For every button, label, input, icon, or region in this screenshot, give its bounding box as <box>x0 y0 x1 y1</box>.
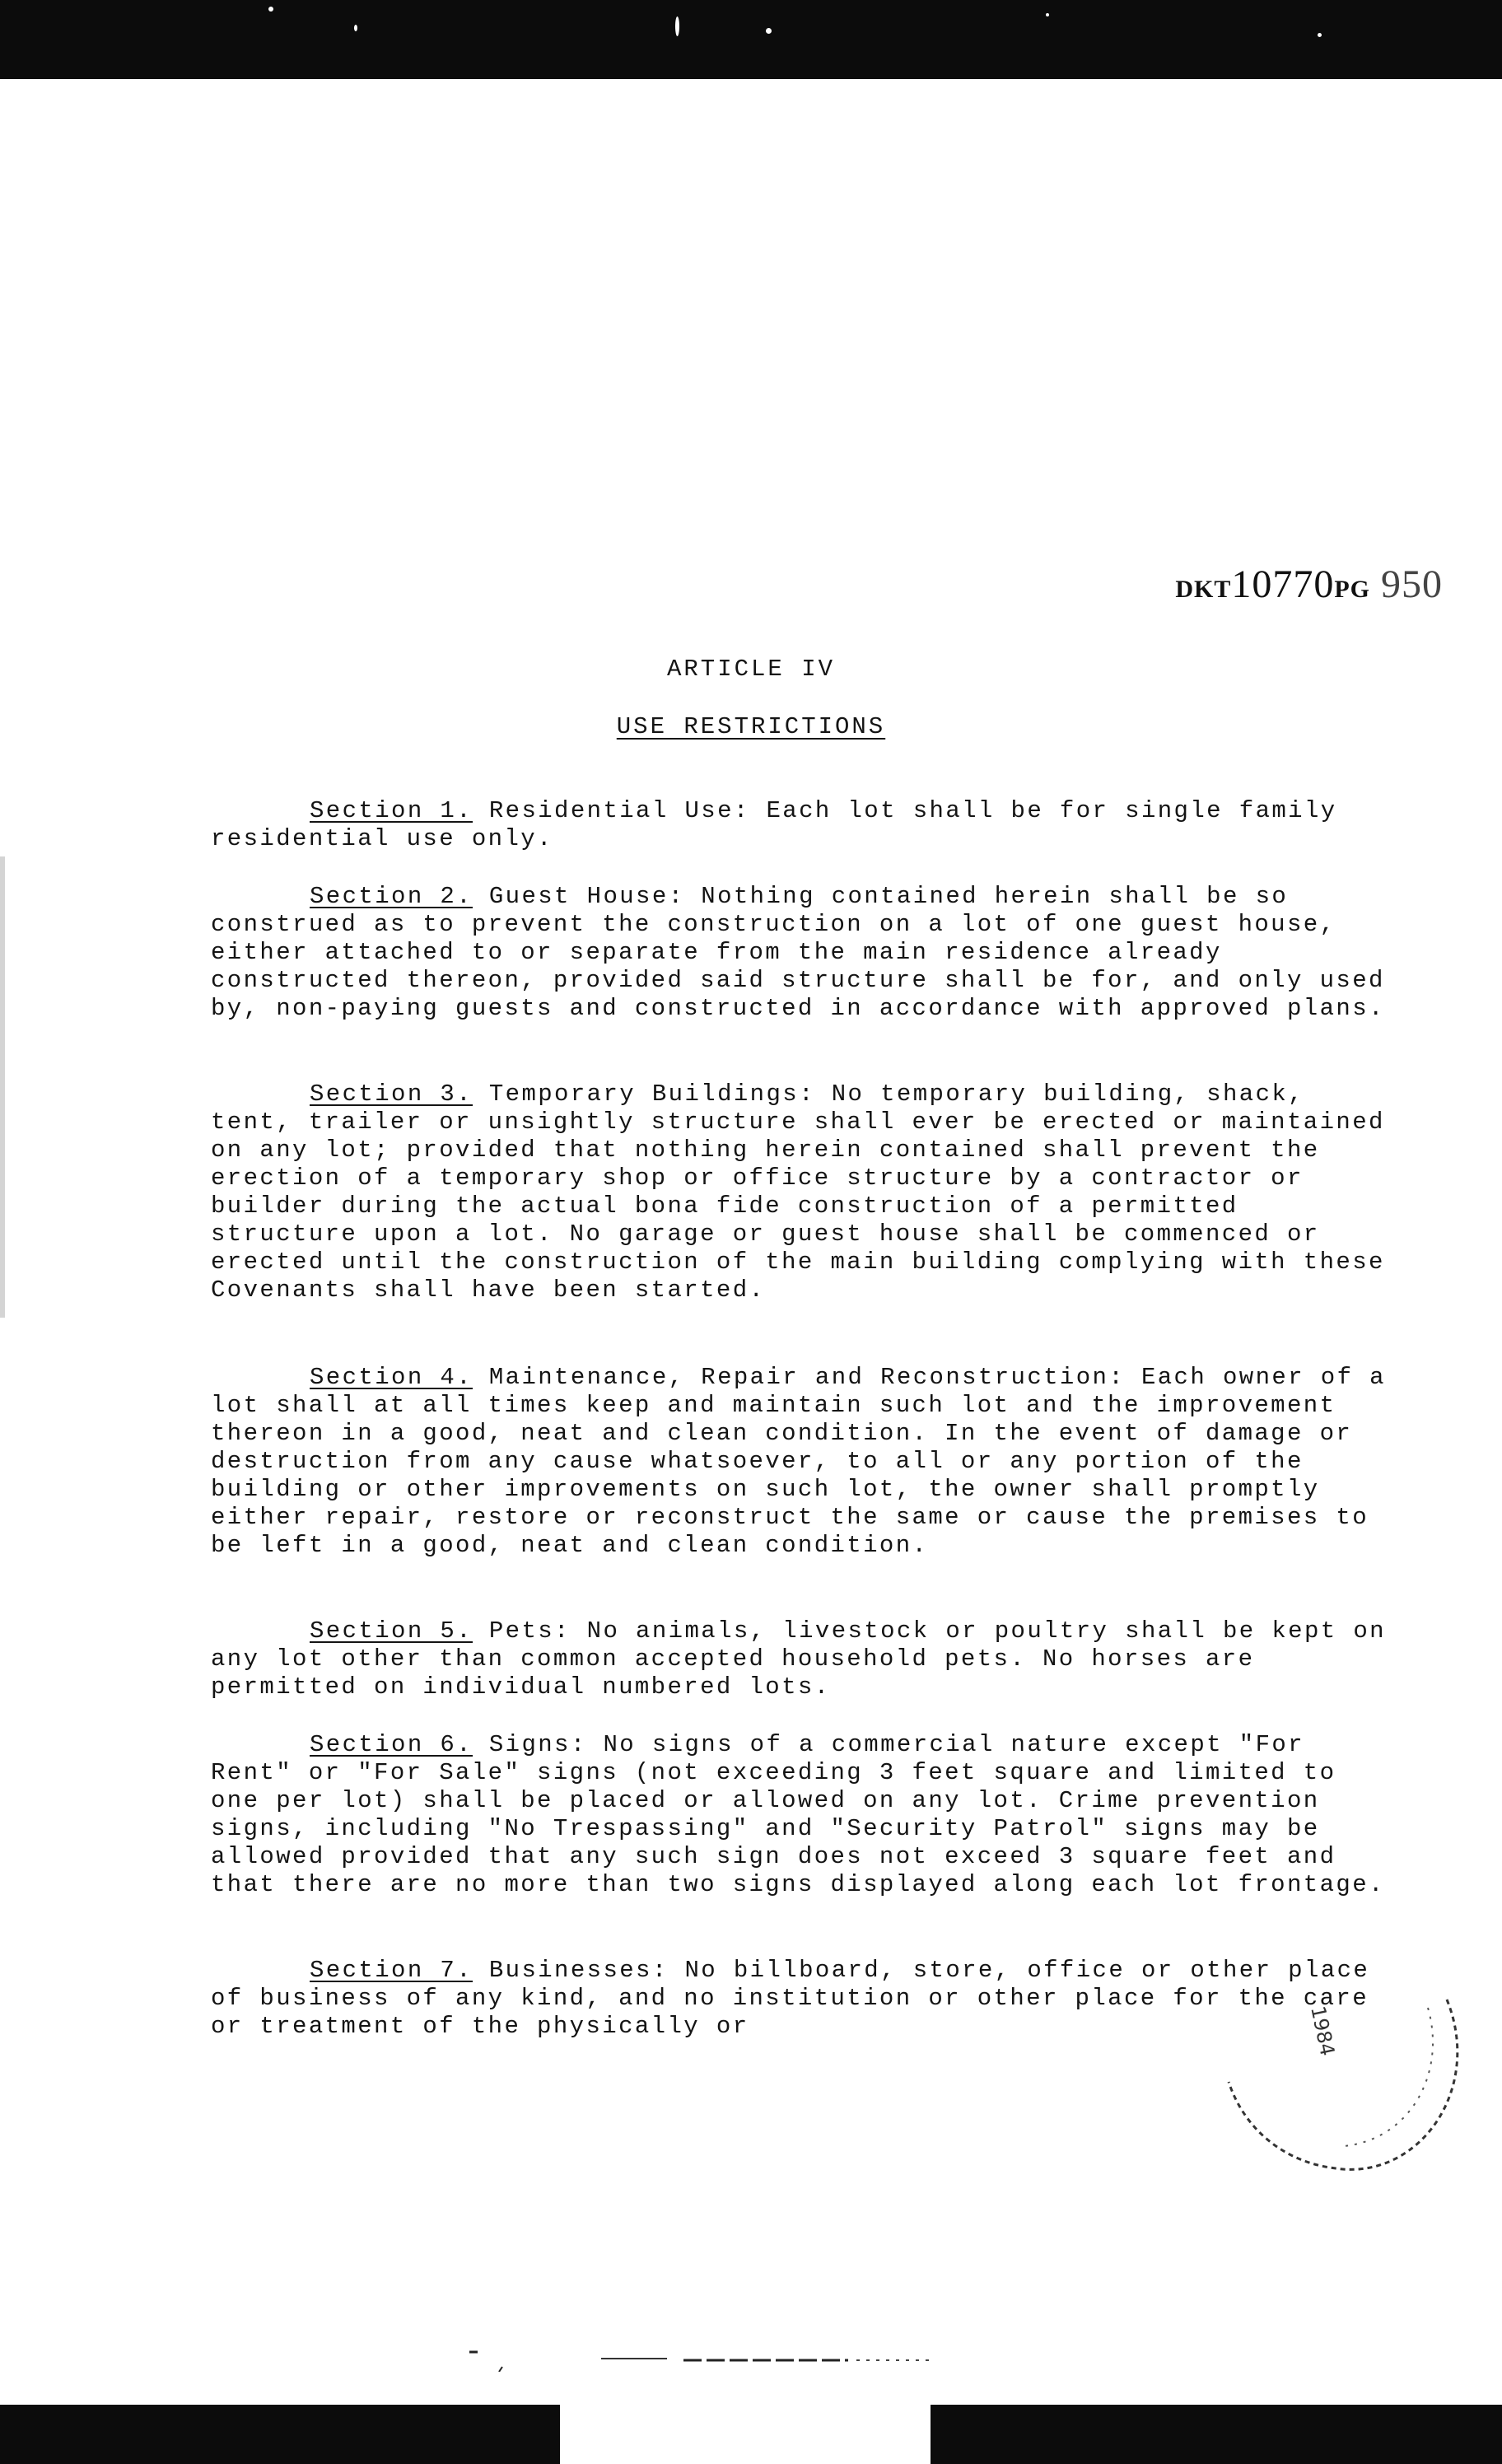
recording-stamp <box>1212 1950 1467 2197</box>
section-4-label: Section 4. <box>310 1364 473 1391</box>
section-5 <box>211 1617 1388 1701</box>
section-6-text: Signs: No signs of a commercial nature except "For Rent" or "For Sale" signs (not exceeding 3 feet square and limited to one per lot) shall be placed or allowed on any lot. Crime prevention signs, including "No Trespassing" and "Security Patrol" signs may be allowed provided that any such sign does not exceed 3 square feet and that there are no more than two signs displayed along each lot frontage. <box>211 1731 1385 1898</box>
page-number: 950 <box>1381 562 1443 606</box>
book-prefix: DKT <box>1175 576 1232 603</box>
scan-noise-marks <box>469 2347 1046 2372</box>
article-title: ARTICLE IV <box>666 656 836 683</box>
section-1 <box>211 797 1388 853</box>
section-6-label: Section 6. <box>310 1731 473 1758</box>
scan-edge-bottom-right <box>931 2405 1502 2464</box>
section-4-text: Maintenance, Repair and Reconstruction: Each owner of a lot shall at all times keep and maintain such lot and the improvement thereon in a good, neat and clean condition. In the event of damage or destruction from any cause whatsoever, to all or any portion of the building or other improvements on such lot, the owner shall promptly either repair, restore or reconstruct the same or cause the premises to be left in a good, neat and clean condition. <box>211 1364 1386 1559</box>
section-6 <box>211 1731 1388 1899</box>
section-1-text: Residential Use: Each lot shall be for single family residential use only. <box>211 797 1337 852</box>
section-1-label: Section 1. <box>310 797 473 824</box>
scan-edge-top <box>0 0 1502 79</box>
section-2-label: Section 2. <box>310 883 473 910</box>
book-page-reference <box>1175 562 1443 607</box>
section-4 <box>211 1364 1388 1560</box>
section-7-text: Businesses: No billboard, store, office or other place of business of any kind, and no institution or other place for the care or treatment of the physically or <box>211 1957 1370 2040</box>
section-3 <box>211 1080 1388 1304</box>
section-3-text: Temporary Buildings: No temporary building, shack, tent, trailer or unsightly structure shall ever be erected or maintained on any lot; provided that nothing herein contained shall prevent the erection of a temporary shop or office structure by a contractor or builder during the actual bona fide construction of a permitted structure upon a lot. No garage or guest house shall be commenced or erected until the construction of the main building complying with these Covenants shall have been started. <box>211 1080 1385 1304</box>
scan-edge-left <box>0 856 5 1318</box>
section-5-text: Pets: No animals, livestock or poultry shall be kept on any lot other than common accepted household pets. No horses are permitted on individual numbered lots. <box>211 1617 1386 1701</box>
section-5-label: Section 5. <box>310 1617 473 1645</box>
section-2-text: Guest House: Nothing contained herein shall be so construed as to prevent the construction on a lot of one guest house, either attached to or separate from the main residence already constructed thereon, provided said structure shall be for, and only used by, non-paying guests and constructed in accordance with approved plans. <box>211 883 1385 1022</box>
article-subtitle: USE RESTRICTIONS <box>616 713 886 740</box>
section-2 <box>211 883 1388 1023</box>
section-7-label: Section 7. <box>310 1957 473 1984</box>
stamp-text: 1984 <box>1306 2004 1340 2058</box>
page-prefix: PG <box>1334 576 1370 603</box>
book-volume: 10770 <box>1231 562 1335 606</box>
scan-edge-bottom-left <box>0 2405 560 2464</box>
section-3-label: Section 3. <box>310 1080 473 1108</box>
